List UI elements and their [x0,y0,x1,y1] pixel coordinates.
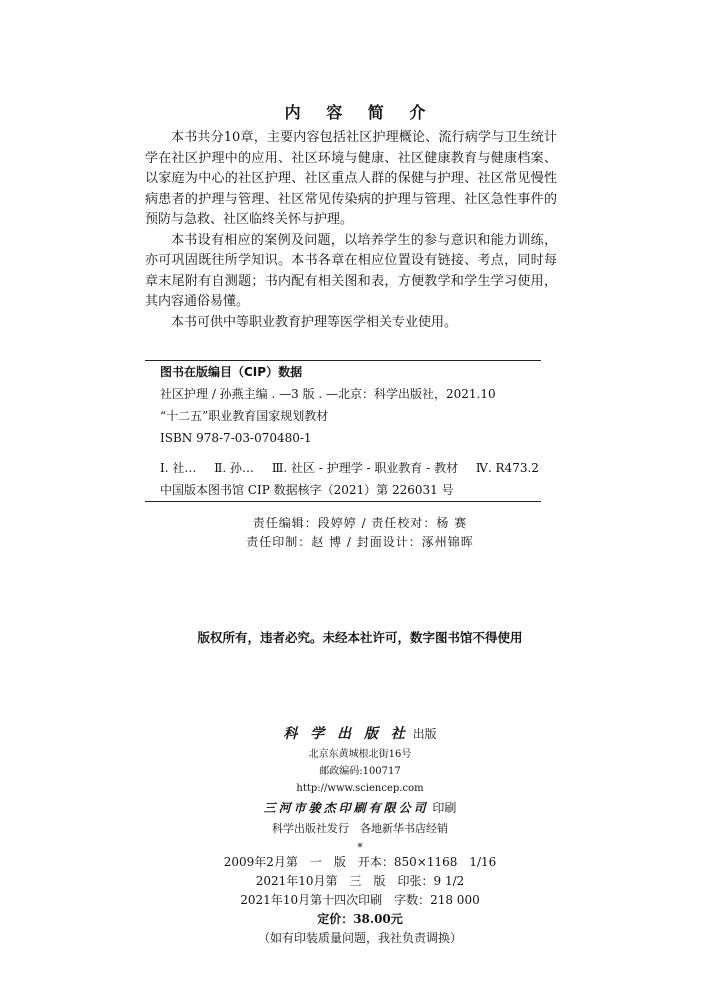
intro-paragraph: 本书共分10章，主要内容包括社区护理概论、流行病学与卫生统计学在社区护理中的应用、社区环境与健康、社区健康教育与健康档案、以家庭为中心的社区护理、社区重点人群的保健与护理、社区常见慢性病患者的护理与管理、社区常见传染病的护理与管理、社区急性事件的预防与急救、社区临终关怀与护理。 [145,130,557,227]
cip-line: 社区护理 / 孙燕主编 . —3 版 . —北京：科学出版社，2021.10 [160,387,496,401]
publisher-suffix: 出版 [412,727,437,741]
separator: * [357,841,363,854]
cip-subject: Ⅲ. 社区 - 护理学 - 职业教育 - 教材 [271,461,459,475]
rights-notice: 版权所有，违者必究。未经本社许可，数字图书馆不得使用 [197,630,523,645]
quality-note: （如有印装质量问题，我社负责调换） [257,931,462,945]
printing-info [0,853,720,948]
cip-record: 中国版本图书馆 CIP 数据核字（2021）第 226031 号 [160,483,454,497]
editor-line: 责任编辑：段婷婷 / 责任校对：杨 赛 [252,516,468,530]
printer-name: 三河市骏杰印刷有限公司 [263,801,429,815]
publisher-postcode: 邮政编码:100717 [319,766,401,777]
cip-series: “十二五”职业教育国家规划教材 [160,409,329,423]
editors [0,514,720,552]
cip-heading: 图书在版编目（CIP）数据 [160,365,303,379]
intro-title: 内 容 简 介 [284,103,436,122]
distribution: 科学出版社发行 各地新华书店经销 [272,822,448,835]
publisher-address: 北京东黄城根北街16号 [308,749,412,760]
publisher-url: http://www.sciencep.com [296,783,424,794]
cip-subject: Ⅳ. R473.2 [475,461,539,475]
printer-suffix: 印刷 [432,801,457,815]
intro-paragraph: 本书设有相应的案例及问题，以培养学生的参与意识和能力训练，亦可巩固既往所学知识。本书各章在相应位置设有链接、考点，同时每章末尾附有自测题；书内配有相关图和表，方便教学和学生学习使用，其内容通俗易懂。 [145,232,557,309]
cip-subject: Ⅱ. 孙… [214,461,254,475]
cip-isbn: ISBN 978-7-03-070480-1 [160,431,312,445]
edition-line: 2009年2月第 一 版 开本：850×1168 1/16 [223,855,497,869]
cip-subject: Ⅰ. 社… [160,461,197,475]
publisher-block [0,722,720,857]
publisher-name: 科 学 出 版 社 [283,726,409,742]
cip-block [145,360,541,502]
intro-text [145,128,557,333]
edition-line: 2021年10月第 三 版 印张：9 1/2 [255,874,465,888]
cip-subjects [145,457,541,479]
price: 定价：38.00元 [317,912,403,926]
intro-paragraph: 本书可供中等职业教育护理等医学相关专业使用。 [171,314,458,330]
edition-line: 2021年10月第十四次印刷 字数：218 000 [240,893,480,907]
editor-line: 责任印制：赵 博 / 封面设计：涿州锦晖 [246,535,474,549]
